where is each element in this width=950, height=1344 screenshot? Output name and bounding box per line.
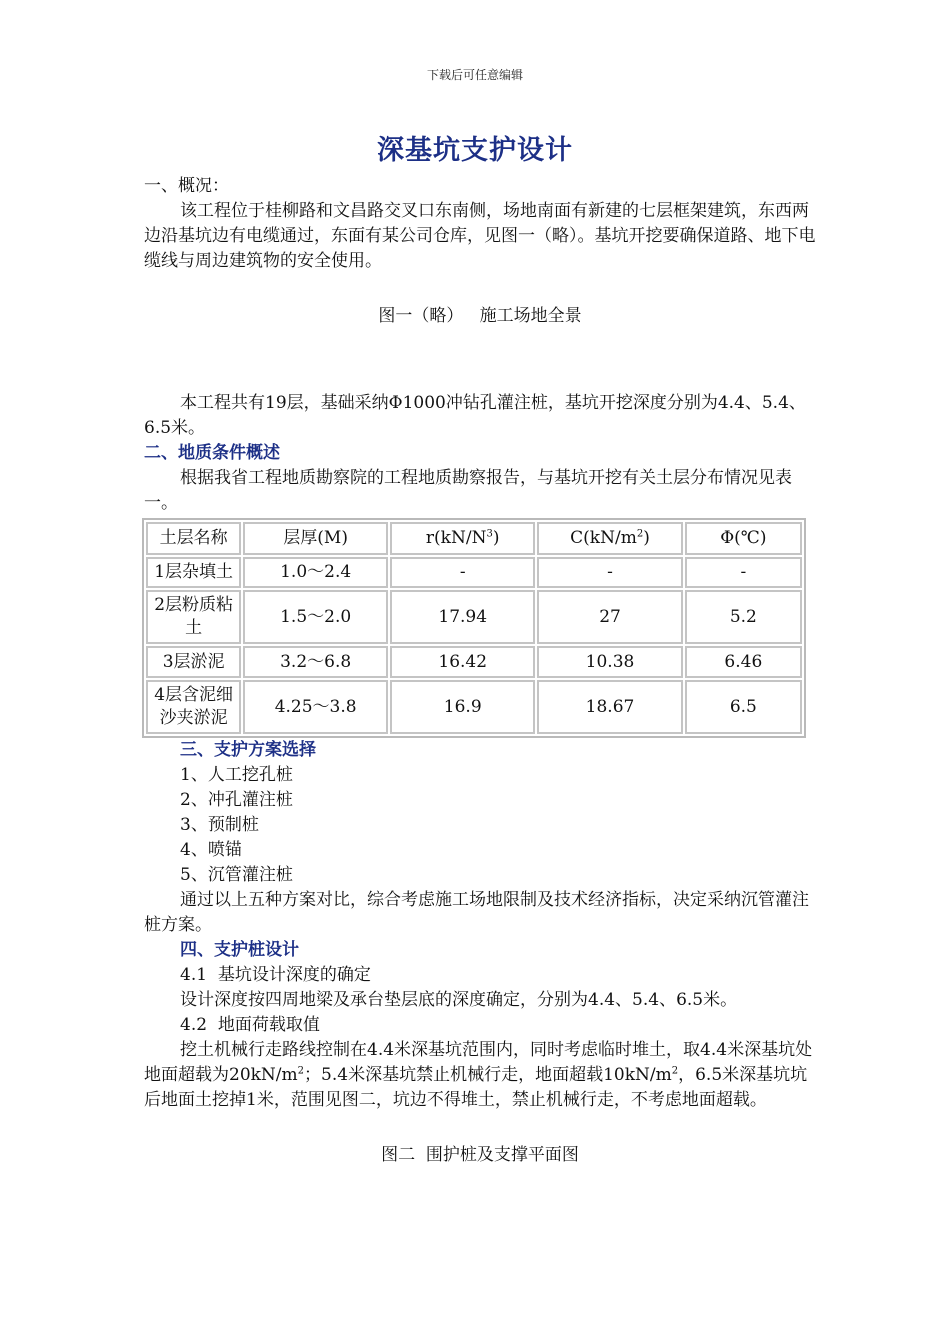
table-header-cell: 层厚(M): [243, 522, 388, 555]
table-cell: 18.67: [537, 680, 682, 734]
page-title: 深基坑支护设计: [377, 135, 573, 166]
subsection-4-1-heading: 4.1 基坑设计深度的确定: [180, 965, 371, 985]
table-cell: 27: [537, 590, 682, 644]
table-cell: 17.94: [390, 590, 535, 644]
table-row: [146, 680, 802, 734]
table-cell: 16.9: [390, 680, 535, 734]
table-cell: 4层含泥细沙夹淤泥: [146, 680, 241, 734]
section-3-paragraph: 通过以上五种方案对比，综合考虑施工场地限制及技术经济指标，决定采纳沉管灌注桩方案。: [144, 890, 809, 935]
figure-2-caption: 图二 围护桩及支撑平面图: [381, 1145, 579, 1165]
list-item: 3、预制桩: [180, 815, 259, 835]
table-cell: 5.2: [685, 590, 802, 644]
table-cell: 6.5: [685, 680, 802, 734]
table-header-cell: $r(kN/N^3)$: [390, 522, 535, 555]
table-cell: 1.5～2.0: [243, 590, 388, 644]
section-2-paragraph: 根据我省工程地质勘察院的工程地质勘察报告，与基坑开挖有关土层分布情况见表一。: [144, 468, 792, 513]
table-row: [146, 557, 802, 588]
table-cell: 3.2～6.8: [243, 646, 388, 678]
list-item: 5、沉管灌注桩: [180, 865, 293, 885]
header-note: 下载后可任意编辑: [426, 68, 523, 82]
subsection-4-1-paragraph: 设计深度按四周地梁及承台垫层底的深度确定，分别为4.4、5.4、6.5米。: [180, 990, 738, 1010]
table-row: [146, 646, 802, 678]
table-cell: -: [685, 557, 802, 588]
figure-1-caption: 图一（略） 施工场地全景: [378, 306, 582, 326]
subsection-4-2-heading: 4.2 地面荷载取值: [180, 1015, 320, 1035]
section-1-paragraph: 该工程位于桂柳路和文昌路交叉口东南侧，场地南面有新建的七层框架建筑，东西两边沿基坑边有电缆通过，东面有某公司仓库，见图一（略）。基坑开挖要确保道路、地下电缆线与周边建筑物的安全使用。: [144, 201, 816, 271]
table-cell: 16.42: [390, 646, 535, 678]
document-body: [144, 174, 816, 1168]
section-1-heading: 一、概况：: [144, 176, 229, 196]
table-cell: 3层淤泥: [146, 646, 241, 678]
list-item: 2、冲孔灌注桩: [180, 790, 293, 810]
soil-layer-table: [142, 518, 806, 738]
table-row: [146, 590, 802, 644]
table-cell: 1.0～2.4: [243, 557, 388, 588]
list-item: 1、人工挖孔桩: [180, 765, 293, 785]
subsection-4-2-paragraph: 挖土机械行走路线控制在4.4米深基坑范围内，同时考虑临时堆土，取4.4米深基坑处地面超载为$20kN/m^2$；5.4米深基坑禁止机械行走，地面超载$10kN/m^2$，6.5米深基坑坑后地面土挖掉1米，范围见图二，坑边不得堆土，禁止机械行走，不考虑地面超载。: [144, 1040, 813, 1110]
section-3-heading: 三、支护方案选择: [180, 740, 316, 760]
table-header-cell: 土层名称: [146, 522, 241, 555]
table-cell: 6.46: [685, 646, 802, 678]
section-2-heading: 二、地质条件概述: [144, 443, 280, 463]
table-cell: 4.25～3.8: [243, 680, 388, 734]
table-cell: 1层杂填土: [146, 557, 241, 588]
table-header-cell: Φ(℃): [685, 522, 802, 555]
table-cell: 2层粉质粘土: [146, 590, 241, 644]
table-cell: 10.38: [537, 646, 682, 678]
table-cell: -: [390, 557, 535, 588]
table-header-row: [146, 522, 802, 555]
section-4-heading: 四、支护桩设计: [180, 940, 299, 960]
list-item: 4、喷锚: [180, 840, 242, 860]
section-1-paragraph-2: 本工程共有19层，基础采纳Φ1000冲钻孔灌注桩，基坑开挖深度分别为4.4、5.4、6.5米。: [144, 393, 806, 438]
table-cell: -: [537, 557, 682, 588]
table-header-cell: $C(kN/m^2)$: [537, 522, 682, 555]
